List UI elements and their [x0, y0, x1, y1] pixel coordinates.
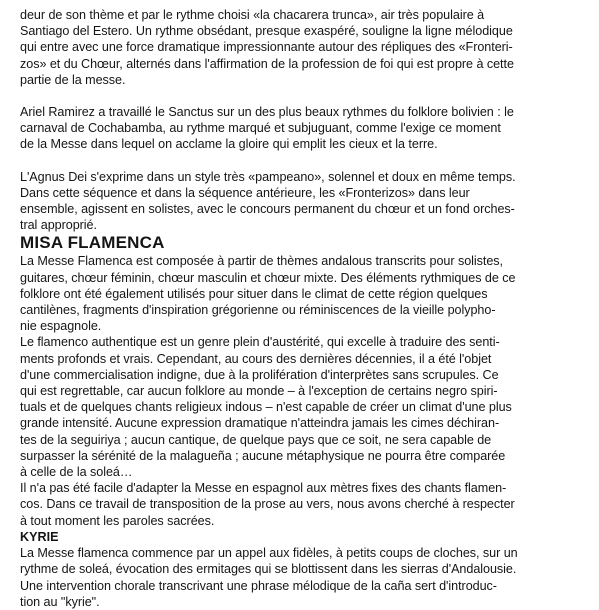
document-page — [20, 7, 580, 610]
intro-paragraph-sanctus: Ariel Ramirez a travaillé le Sanctus sur un des plus beaux rythmes du folklore bolivien : le carnaval de Cochabamba, au rythme marqué et subjuguant, comme l'exige ce moment de la Messe dans lequel on acclame la gloire qui emplit les cieux et la terre. — [20, 105, 514, 152]
kyrie-paragraph: La Messe flamenca commence par un appel aux fidèles, à petits coups de cloches, sur un rythme de soleá, évocation des ermitages qui se blottissent dans les sierras d'Andalousie. Une intervention chorale transcrivant une phrase mélodique de la caña sert d'introduc- tion au "kyrie". — [20, 546, 518, 609]
misa-flamenca-paragraph-composition: La Messe Flamenca est composée à partir de thèmes andalous transcrits pour solistes, guitares, chœur féminin, chœur masculin et chœur mixte. Des éléments rythmiques de ce folklore ont été également utilisés pour situer dans le climat de cette région quelques cantilènes, fragments d'inspiration grégorienne ou réminiscences de la vieille polypho- nie espagnole. — [20, 254, 516, 334]
misa-flamenca-paragraph-adaptation: Il n'a pas été facile d'adapter la Messe en espagnol aux mètres fixes des chants flamen- cos. Dans ce travail de transposition de la prose au vers, nous avons cherché à respecter à tout moment les paroles sacrées. — [20, 481, 515, 528]
intro-paragraph-agnus-dei: L'Agnus Dei s'exprime dans un style très «pampeano», solennel et doux en même temps. Dans cette séquence et dans la séquence antérieure, les «Fronterizos» dans leur ensemble, agissent en solistes, avec le concours permanent du chœur et un fond orches- tral approprié. — [20, 169, 516, 233]
misa-flamenca-paragraph-authentic: Le flamenco authentique est un genre plein d'austérité, qui excelle à traduire des senti- ments profonds et vrais. Cependant, au cours des dernières décennies, il a été l'objet d'une commercialisation indigne, due à la prolifération d'interprètes sans scrupules. Ce qui est regrettable, car aucun folklore au monde – à l'exception de certains negro spiri- tuals et de quelques chants religieux indous – n'est capable de créer un climat d'une plus grande intensité. Aucune expression dramatique n'atteindra jamais les cimes déchiran- tes de la seguiriya ; aucun cantique, de quelque pays que ce soit, ne sera capable de surpasser la sérénité de la malagueña ; aucune métaphysique ne pourra être comparée à celle de la soleá… — [20, 335, 512, 480]
section-title-misa-flamenca: MISA FLAMENCA — [20, 233, 165, 253]
kyrie-heading: KYRIE — [20, 529, 59, 544]
intro-paragraph-credo: deur de son thème et par le rythme choisi «la chacarera trunca», air très populaire à Santiago del Estero. Un rythme obsédant, presque exaspéré, souligne la ligne mélodique qui entre avec une force dramatique impressionnante autour des répliques des «Fronteri- zos» et du Chœur, alternés dans l'affirmation de la profession de foi qui est propre à cette partie de la messe. — [20, 8, 514, 87]
